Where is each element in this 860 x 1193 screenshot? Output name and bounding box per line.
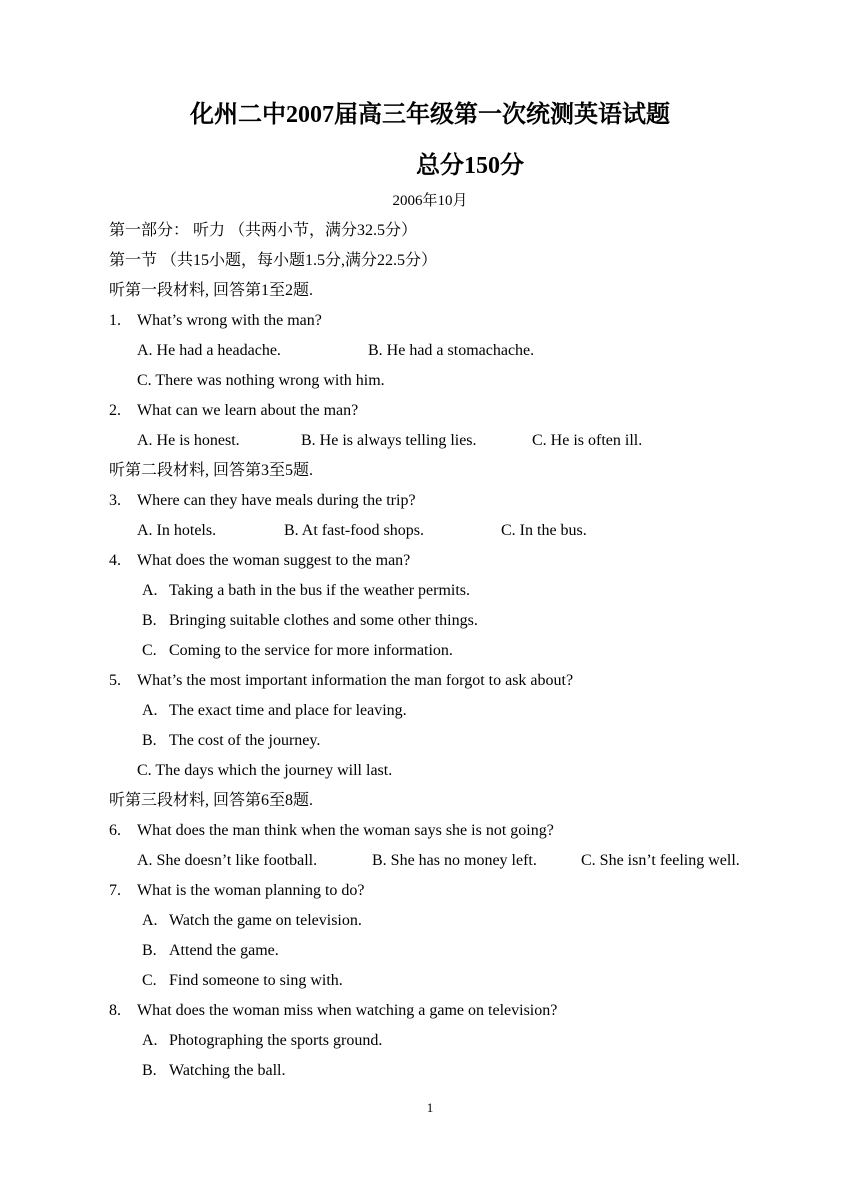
question-7-option-b xyxy=(109,936,809,966)
question-number: 1. xyxy=(109,312,121,329)
question-text: What does the woman miss when watching a game on television? xyxy=(137,1002,558,1019)
option-c: C. The days which the journey will last. xyxy=(137,762,393,779)
section-heading-text: 第一节 （共15小题，每小题1.5分,满分22.5分） xyxy=(109,252,438,269)
option-a: A. She doesn’t like football. xyxy=(137,852,318,869)
option-letter: A. xyxy=(142,1032,158,1049)
option-letter: A. xyxy=(142,912,158,929)
option-b: B. He had a stomachache. xyxy=(368,342,535,359)
question-number: 4. xyxy=(109,552,121,569)
question-8-option-b xyxy=(109,1056,809,1086)
question-3-options xyxy=(109,516,809,546)
option-a: A. In hotels. xyxy=(137,522,217,539)
question-8-option-a xyxy=(109,1026,809,1056)
question-text: What can we learn about the man? xyxy=(137,402,359,419)
question-3 xyxy=(109,486,809,516)
option-text: Bringing suitable clothes and some other things. xyxy=(169,612,478,629)
total-score: 总分150分 xyxy=(416,153,524,179)
question-5 xyxy=(109,666,809,696)
exam-date: 2006年10月 xyxy=(392,193,468,209)
question-6 xyxy=(109,816,809,846)
section-heading xyxy=(109,246,809,276)
option-text: Watching the ball. xyxy=(169,1062,286,1079)
option-letter: A. xyxy=(142,582,158,599)
option-letter: B. xyxy=(142,942,157,959)
option-b: B. She has no money left. xyxy=(372,852,537,869)
question-number: 3. xyxy=(109,492,121,509)
question-4-option-b xyxy=(109,606,809,636)
option-text: Photographing the sports ground. xyxy=(169,1032,383,1049)
question-4-option-a xyxy=(109,576,809,606)
option-c: C. He is often ill. xyxy=(532,432,643,449)
question-text: What is the woman planning to do? xyxy=(137,882,365,899)
question-number: 7. xyxy=(109,882,121,899)
part-heading-text: 第一部分： 听力 （共两小节，满分32.5分） xyxy=(109,222,418,239)
question-number: 2. xyxy=(109,402,121,419)
option-b: B. He is always telling lies. xyxy=(301,432,477,449)
exam-body xyxy=(109,216,809,1086)
question-text: What does the woman suggest to the man? xyxy=(137,552,411,569)
question-1 xyxy=(109,306,809,336)
option-b: B. At fast-food shops. xyxy=(284,522,424,539)
option-c: C. In the bus. xyxy=(501,522,587,539)
part-heading xyxy=(109,216,809,246)
question-2 xyxy=(109,396,809,426)
question-number: 5. xyxy=(109,672,121,689)
option-text: Coming to the service for more information. xyxy=(169,642,453,659)
question-7 xyxy=(109,876,809,906)
option-a: A. He is honest. xyxy=(137,432,240,449)
question-7-option-c xyxy=(109,966,809,996)
option-text: The cost of the journey. xyxy=(169,732,321,749)
question-number: 8. xyxy=(109,1002,121,1019)
option-c: C. She isn’t feeling well. xyxy=(581,852,740,869)
question-4 xyxy=(109,546,809,576)
dialog-heading-text: 听第三段材料, 回答第6至8题. xyxy=(109,792,314,809)
dialog-heading-2 xyxy=(109,456,809,486)
question-8 xyxy=(109,996,809,1026)
option-text: Watch the game on television. xyxy=(169,912,362,929)
option-text: Attend the game. xyxy=(169,942,279,959)
option-letter: B. xyxy=(142,1062,157,1079)
page-number: 1 xyxy=(426,1100,434,1115)
question-text: Where can they have meals during the trip? xyxy=(137,492,416,509)
question-text: What’s wrong with the man? xyxy=(137,312,322,329)
question-text: What does the man think when the woman says she is not going? xyxy=(137,822,554,839)
option-text: Taking a bath in the bus if the weather permits. xyxy=(169,582,471,599)
question-1-option-c xyxy=(109,366,809,396)
option-letter: B. xyxy=(142,732,157,749)
question-6-options xyxy=(109,846,809,876)
option-letter: C. xyxy=(142,642,157,659)
dialog-heading-3 xyxy=(109,786,809,816)
exam-title: 化州二中2007届高三年级第一次统测英语试题 xyxy=(190,102,670,128)
question-5-option-b xyxy=(109,726,809,756)
dialog-heading-text: 听第一段材料, 回答第1至2题. xyxy=(109,282,314,299)
option-text: Find someone to sing with. xyxy=(169,972,343,989)
option-letter: C. xyxy=(142,972,157,989)
question-7-option-a xyxy=(109,906,809,936)
dialog-heading-text: 听第二段材料, 回答第3至5题. xyxy=(109,462,314,479)
question-1-options-ab xyxy=(109,336,809,366)
option-letter: A. xyxy=(142,702,158,719)
option-letter: B. xyxy=(142,612,157,629)
option-a: A. He had a headache. xyxy=(137,342,281,359)
question-number: 6. xyxy=(109,822,121,839)
question-5-option-c xyxy=(109,756,809,786)
question-text: What’s the most important information the man forgot to ask about? xyxy=(137,672,574,689)
option-text: The exact time and place for leaving. xyxy=(169,702,407,719)
dialog-heading-1 xyxy=(109,276,809,306)
question-5-option-a xyxy=(109,696,809,726)
option-c: C. There was nothing wrong with him. xyxy=(137,372,385,389)
question-2-options xyxy=(109,426,809,456)
question-4-option-c xyxy=(109,636,809,666)
